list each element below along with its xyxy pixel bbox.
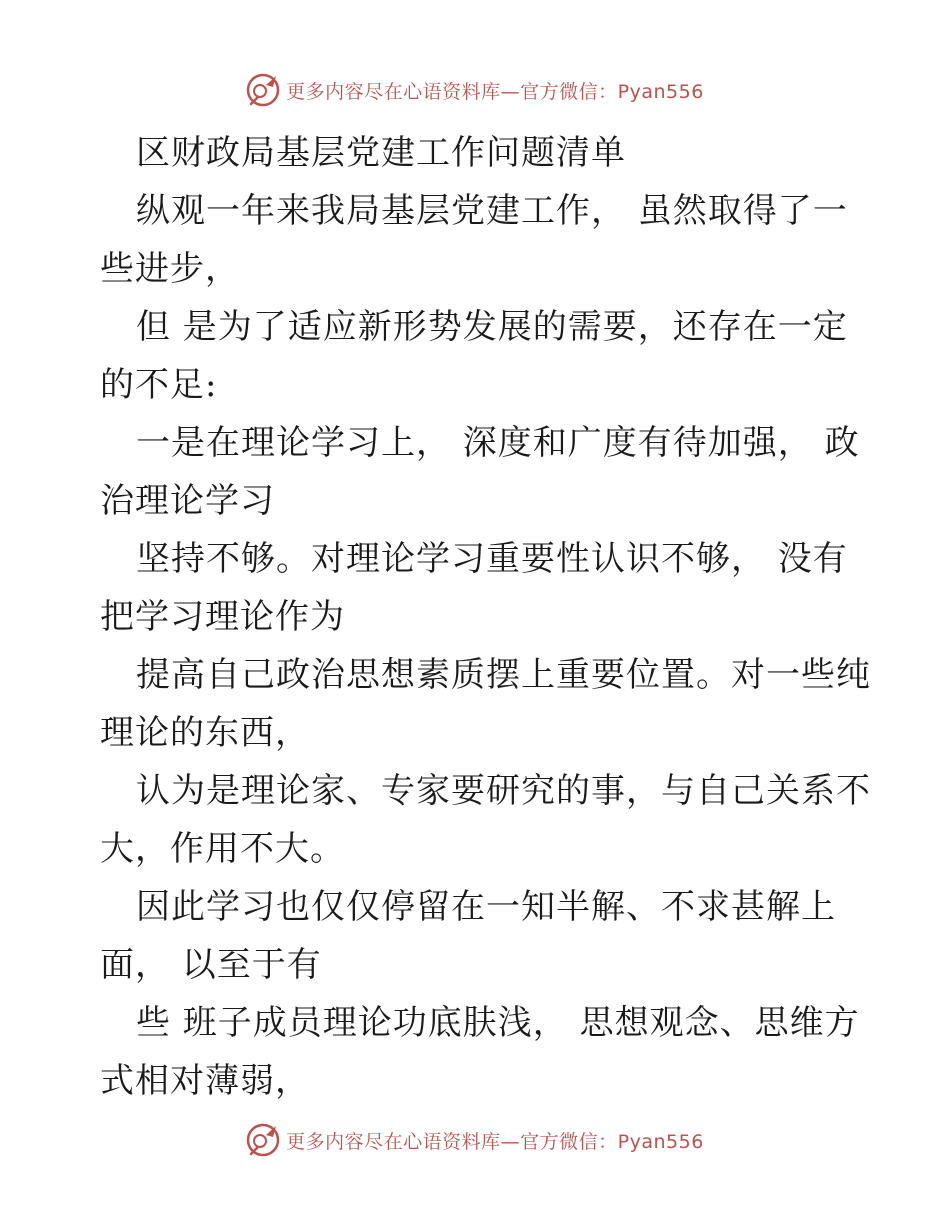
text-line: 提高自己政治思想素质摆上重要位置。对一些纯	[136, 655, 871, 695]
document-body	[100, 124, 871, 1110]
text-line: 治理论学习	[100, 481, 275, 521]
text-line: 些进步，	[100, 249, 240, 289]
text-line: 理论的东西，	[100, 713, 310, 753]
text-line: 一是在理论学习上， 深度和广度有待加强， 政	[136, 423, 860, 463]
watermark-text: 更多内容尽在心语资料库—官方微信：Pyan556	[286, 1130, 704, 1153]
text-line: 面， 以至于有	[100, 945, 322, 985]
text-line: 些 班子成员理论功底肤浅， 思想观念、思维方	[136, 1003, 860, 1043]
text-line: 因此学习也仅仅停留在一知半解、不求甚解上	[136, 887, 836, 927]
text-line: 式相对薄弱，	[100, 1061, 310, 1101]
text-line: 认为是理论家、专家要研究的事，与自己关系不	[136, 771, 871, 811]
quill-logo-icon	[246, 1123, 280, 1157]
text-line: 纵观一年来我局基层党建工作， 虽然取得了一	[136, 191, 848, 231]
footer-watermark	[0, 1120, 950, 1160]
text-line: 坚持不够。对理论学习重要性认识不够， 没有	[136, 539, 848, 579]
quill-logo-icon	[246, 73, 280, 107]
text-line: 的不足:	[100, 365, 218, 405]
text-line: 区财政局基层党建工作问题清单	[136, 133, 626, 173]
watermark-text: 更多内容尽在心语资料库—官方微信：Pyan556	[286, 80, 704, 103]
text-line: 把学习理论作为	[100, 597, 345, 637]
text-line: 但 是为了适应新形势发展的需要，还存在一定	[136, 307, 848, 347]
text-line: 大，作用不大。	[100, 829, 345, 869]
header-watermark	[0, 70, 950, 110]
